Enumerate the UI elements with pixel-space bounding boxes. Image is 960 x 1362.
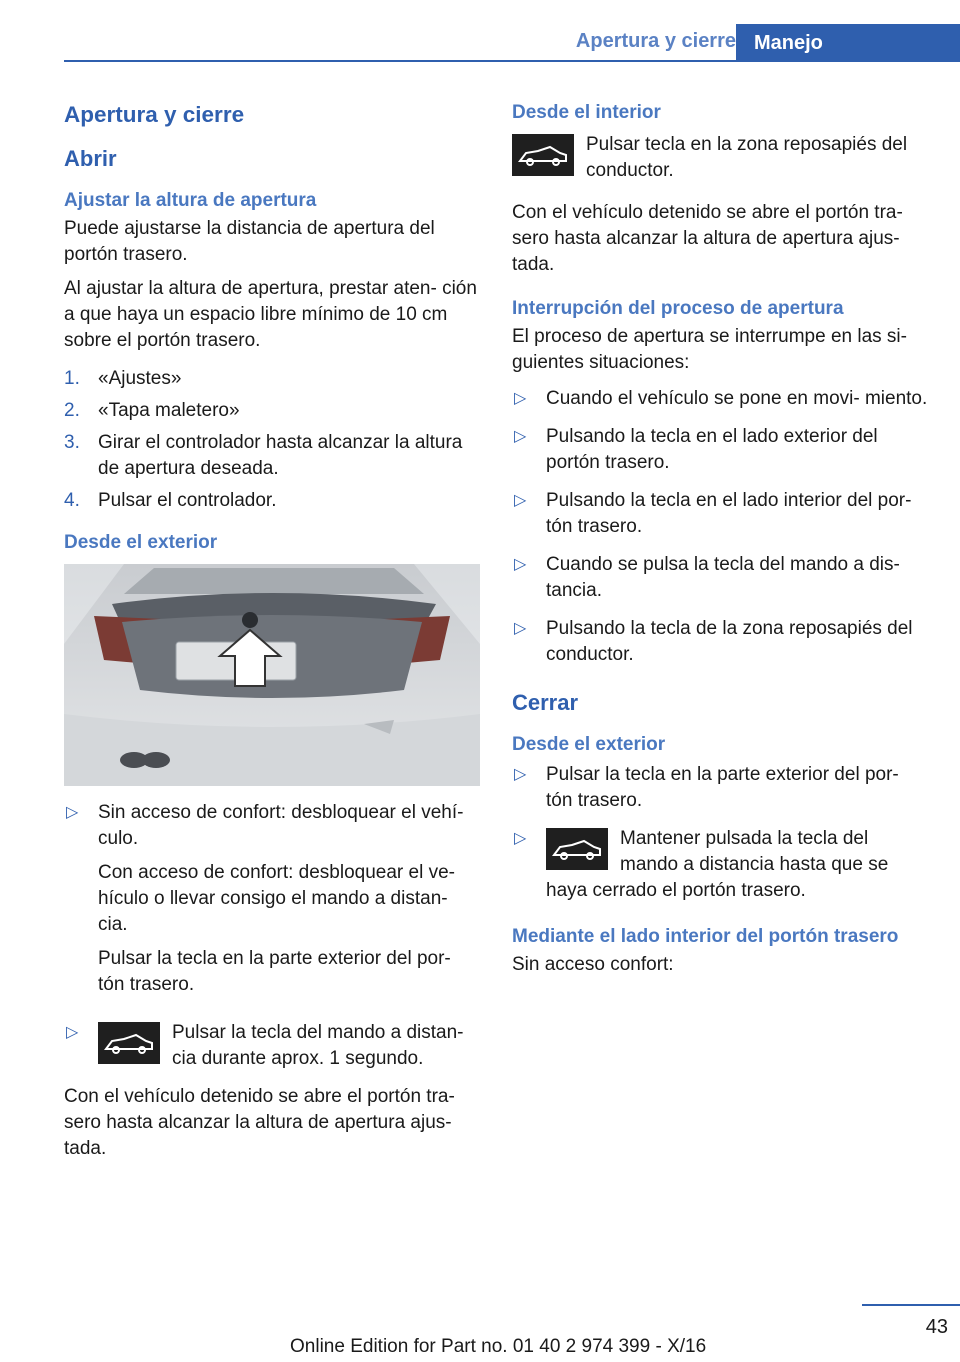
list-item [512,762,928,814]
step-text: «Ajustes» [98,368,182,389]
key-instruction [546,826,928,878]
heading-cerrar-exterior: Desde el exterior [512,734,666,755]
list-item [512,424,928,476]
step-number: 2. [64,400,80,421]
bullet-subtext: Con acceso de confort: desbloquear el ve‐ hículo o llevar consigo el mando a distan‐ cia. [98,862,455,935]
list-item [64,800,480,998]
heading-interrupcion: Interrupción del proceso de apertura [512,298,844,319]
key-instruction-text: Pulsar tecla en la zona reposapiés del conductor. [586,134,908,181]
bullet-text: Pulsando la tecla de la zona reposapiés del conductor. [546,618,913,665]
bullet-text: Cuando se pulsa la tecla del mando a dis‐ tancia. [546,554,900,601]
triangle-right-icon: ▷ [514,492,527,509]
bullet-subtext: Pulsar la tecla en la parte exterior del por‐ tón trasero. [98,948,451,995]
list-item [512,826,928,904]
list-item [64,488,480,514]
triangle-right-icon: ▷ [514,428,527,445]
edition-note: Online Edition for Part no. 01 40 2 974 399 - X/16 [290,1336,707,1357]
bullet-text: Pulsando la tecla en el lado interior del por‐ tón trasero. [546,490,912,537]
triangle-right-icon: ▷ [514,830,527,847]
paragraph-interior-result: Con el vehículo detenido se abre el portón tra‐ sero hasta alcanzar la altura de apertura ajus‐ tada. [512,202,903,275]
left-column [64,102,480,1170]
header-section-title: Apertura y cierre [575,30,736,52]
heading-desde-interior: Desde el interior [512,102,661,123]
paragraph-ajustar-2: Al ajustar la altura de apertura, prestar aten‐ ción a que haya un espacio libre mínimo de 10 cm sobre el portón trasero. [64,278,477,351]
list-item [512,552,928,604]
step-number: 4. [64,490,80,511]
interruption-bullets [512,386,928,668]
step-text: Girar el controlador hasta alcanzar la altura de apertura deseada. [98,432,463,479]
paragraph-sin-acceso: Sin acceso confort: [512,954,674,975]
triangle-right-icon: ▷ [514,766,527,783]
list-item [64,366,480,392]
heading-ajustar: Ajustar la altura de apertura [64,190,317,211]
bullet-text: Cuando el vehículo se pone en movi‐ miento. [546,388,928,409]
bullet-text: Pulsando la tecla en el lado exterior del portón trasero. [546,426,878,473]
bullet-text: Pulsar la tecla en la parte exterior del por‐ tón trasero. [546,764,899,811]
step-text: Pulsar el controlador. [98,490,277,511]
list-item [512,488,928,540]
triangle-right-icon: ▷ [66,1024,79,1041]
list-item [512,386,928,412]
heading-cerrar: Cerrar [512,690,579,715]
step-number: 1. [64,368,80,389]
triangle-right-icon: ▷ [514,620,527,637]
step-number: 3. [64,432,80,453]
bullet-text: Sin acceso de confort: desbloquear el vehí‐ culo. [98,802,464,849]
steps-list [64,366,480,514]
triangle-right-icon: ▷ [514,390,527,407]
header-chapter-tab: Manejo [736,24,960,62]
list-item [64,1020,480,1072]
paragraph-ajustar-1: Puede ajustarse la distancia de apertura del portón trasero. [64,218,435,265]
chapter-heading: Apertura y cierre [64,102,245,127]
car-trunk-key-icon [512,134,574,176]
bullet-text: Mantener pulsada la tecla del mando a distancia hasta que se [620,828,889,875]
close-bullets [512,762,928,904]
step-text: «Tapa maletero» [98,400,240,421]
car-rear-photo [64,564,480,786]
exterior-bullets [64,800,480,1072]
page-number: 43 [925,1316,948,1338]
paragraph-interrupcion: El proceso de apertura se interrumpe en las si‐ guientes situaciones: [512,326,907,373]
right-column [512,102,928,986]
heading-mediante: Mediante el lado interior del portón trasero [512,926,899,947]
footer-rule [862,1304,960,1306]
key-instruction [98,1020,480,1072]
header-rule [64,60,960,62]
car-trunk-key-icon [98,1022,160,1064]
triangle-right-icon: ▷ [66,804,79,821]
bullet-text: Pulsar la tecla del mando a distan‐ cia durante aprox. 1 segundo. [172,1022,464,1069]
paragraph-opening-result: Con el vehículo detenido se abre el portón tra‐ sero hasta alcanzar la altura de apertura ajus‐ tada. [64,1086,455,1159]
bullet-text-continued: haya cerrado el portón trasero. [546,880,806,901]
list-item [512,616,928,668]
triangle-right-icon: ▷ [514,556,527,573]
key-instruction [512,132,928,184]
heading-desde-exterior: Desde el exterior [64,532,218,553]
heading-abrir: Abrir [64,146,117,171]
list-item [64,430,480,482]
car-trunk-key-icon [546,828,608,870]
list-item [64,398,480,424]
